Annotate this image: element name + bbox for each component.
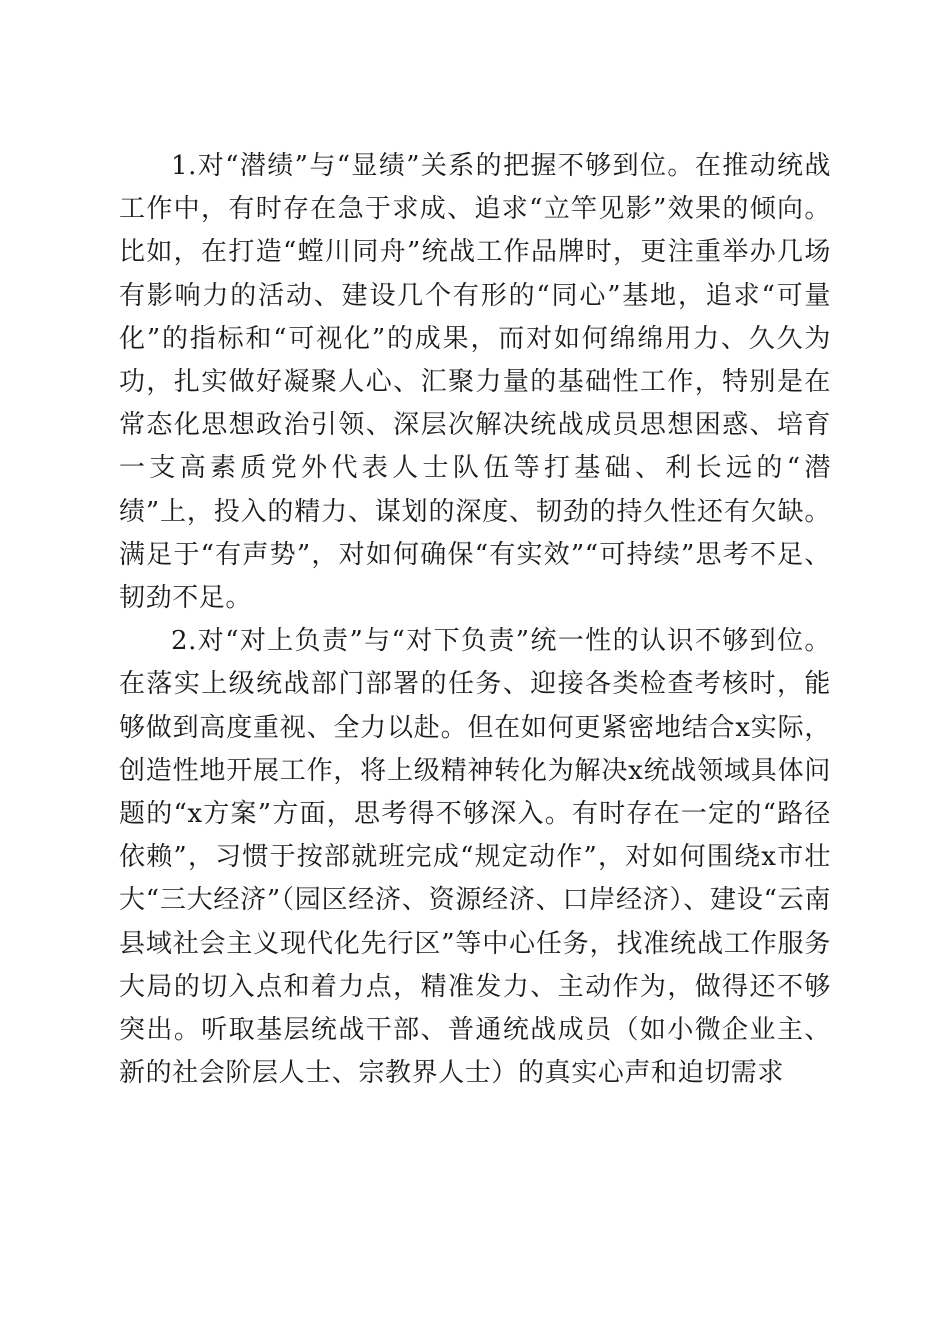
document-body [119, 145, 831, 1095]
paragraph-2: 2.对“对上负责”与“对下负责”统一性的认识不够到位。在落实上级统战部门部署的任务、迎接各类检查考核时，能够做到高度重视、全力以赴。但在如何更紧密地结合x实际，创造性地开展工作，将上级精神转化为解决x统战领域具体问题的“x方案”方面，思考得不够深入。有时存在一定的“路径依赖”，习惯于按部就班完成“规定动作”，对如何围绕x市壮大“三大经济”（园区经济、资源经济、口岸经济）、建设“云南县域社会主义现代化先行区”等中心任务，找准统战工作服务大局的切入点和着力点，精准发力、主动作为，做得还不够突出。听取基层统战干部、普通统战成员（如小微企业主、新的社会阶层人士、宗教界人士）的真实心声和迫切需求 [119, 626, 831, 1089]
paragraph-1: 1.对“潜绩”与“显绩”关系的把握不够到位。在推动统战工作中，有时存在急于求成、追求“立竿见影”效果的倾向。比如，在打造“螳川同舟”统战工作品牌时，更注重举办几场有影响力的活动、建设几个有形的“同心”基地，追求“可量化”的指标和“可视化”的成果，而对如何绵绵用力、久久为功，扎实做好凝聚人心、汇聚力量的基础性工作，特别是在常态化思想政治引领、深层次解决统战成员思想困惑、培育一支高素质党外代表人士队伍等打基础、利长远的“潜绩”上，投入的精力、谋划的深度、韧劲的持久性还有欠缺。满足于“有声势”，对如何确保“有实效”“可持续”思考不足、韧劲不足。 [119, 151, 831, 614]
